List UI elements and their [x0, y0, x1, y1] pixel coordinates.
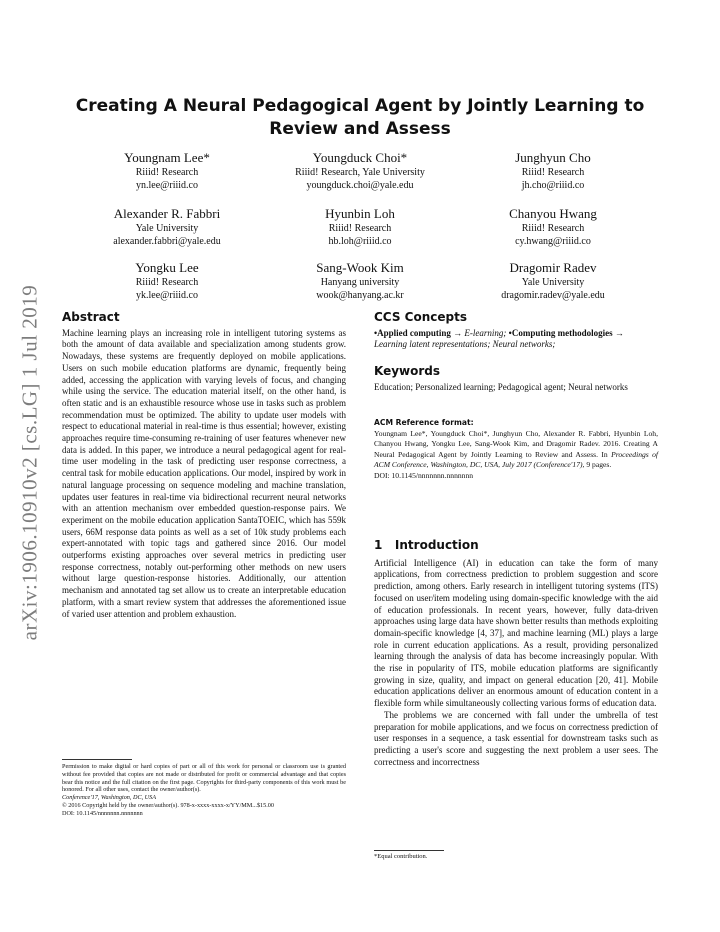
author-affiliation: Yale University: [135, 223, 199, 234]
author-affiliation: Riiid! Research, Yale University: [295, 167, 425, 178]
acm-reference: [374, 418, 658, 482]
acm-reference-authors: Youngnam Lee*, Youngduck Choi*, Junghyun Cho, Alexander R. Fabbri, Hyunbin Loh, Chanyou Hwang, Yongku Lee, Sang-Wook Kim, and Dragomir Radev. 2016. Creating A Neural Pedagogical Agent by Jointly Learning to Review and Assess. In: [374, 428, 658, 459]
permission-doi[interactable]: DOI: 10.1145/nnnnnnn.nnnnnnn: [62, 809, 143, 817]
ccs-text: [374, 328, 658, 351]
author-affiliation: Riiid! Research: [521, 167, 585, 178]
acm-reference-pages: 9 pages.: [586, 460, 612, 470]
author-email[interactable]: yn.lee@riiid.co: [136, 180, 198, 191]
copyright-line: © 2016 Copyright held by the owner/author(s). 978-x-xxxx-xxxx-x/YY/MM...$15.00: [62, 801, 274, 809]
arrow-icon: →: [453, 327, 463, 338]
section-number: 1: [374, 538, 383, 552]
author-block: [260, 206, 460, 248]
author-name: Youngduck Choi*: [312, 150, 408, 165]
footnote-divider: [62, 759, 132, 760]
author-affiliation: Riiid! Research: [135, 277, 199, 288]
ccs-item1-sub: E-learning;: [464, 327, 507, 338]
title-line-2: Review and Assess: [269, 119, 451, 139]
ccs-item1-main: •Applied computing: [374, 327, 451, 338]
permission-text: Permission to make digital or hard copies of part or all of this work for personal or classroom use is granted without fee provided that copies are not made or distributed for profit or commercial advantage and that copies bear this notice and the full citation on the first page. Copyrights for third-party components of this work must be honored. For all other uses, contact the owner/author(s).: [62, 763, 346, 794]
author-name: Dragomir Radev: [509, 260, 597, 275]
author-affiliation: Hanyang university: [320, 277, 400, 288]
author-block: [260, 150, 460, 192]
ccs-section: [374, 312, 658, 351]
permission-notice: [62, 763, 346, 818]
arrow-icon: →: [614, 327, 624, 338]
author-affiliation: Riiid! Research: [521, 223, 585, 234]
acm-reference-venue: Proceedings of ACM Conference, Washington, DC, USA, July 2017 (Conference'17),: [374, 449, 659, 470]
intro-paragraph-2: The problems we are concerned with fall under the umbrella of test preparation for mobile applications, and we focus on correctness prediction of user responses in a sequence, a task essential for downstream tasks such as predicting a user's score and suggesting the next problem a user sees. The correctness and incorrectness: [374, 709, 658, 767]
abstract-text: Machine learning plays an increasing role in intelligent tutoring systems as both the amount of data available and specialization among students grow. Nowadays, these systems are frequently deployed on mobile applications. Users on such mobile education platforms are dynamic, frequently being added, accessing the application with varying levels of focus, and changing while using the service. The education material itself, on the other hand, is often static and is an exhaustible resource whose use in tasks such as problem recommendation must be optimized. The ability to update user models with respect to educational material in real-time is thus essential; however, existing approaches require time-consuming re-training of user features whenever new data is added. In this paper, we introduce a neural pedagogical agent for real-time user modeling in the task of predicting user response correctness, a central task for mobile education applications. Our model, inspired by work in natural language processing on sequence modeling and machine translation, updates user features in real-time via bidirectional recurrent neural networks with an attention mechanism over embedded question-response pairs. We experiment on the mobile education application SantaTOEIC, which has 559k users, 66M response data points as well as a set of 10k study problems each expert-annotated with topic tags and gathered since 2016. Our model outperforms existing approaches over several metrics in predicting user response correctness, notably out-performing other methods on new users without large question-response histories. Additionally, our attention mechanism and annotated tag set allow us to create an interpretable education platform, with a smart review system that addresses the aforementioned issue of varied user attention and problem exhaustion.: [62, 327, 346, 619]
ccs-item2-main: •Computing methodologies: [508, 327, 613, 338]
author-affiliation: Riiid! Research: [135, 167, 199, 178]
author-block: [453, 206, 653, 248]
author-block: [453, 260, 653, 302]
arxiv-id: arXiv:1906.10910v2 [cs.LG] 1 Jul 2019: [17, 284, 42, 640]
author-email[interactable]: yk.lee@riiid.co: [136, 290, 198, 301]
author-name: Hyunbin Loh: [325, 206, 395, 221]
ccs-heading: CCS Concepts: [374, 310, 467, 324]
section-title: Introduction: [394, 538, 479, 552]
ccs-item2-sub: Learning latent representations; Neural networks;: [374, 339, 556, 350]
title-line-1: Creating A Neural Pedagogical Agent by Jointly Learning to: [75, 96, 645, 116]
keywords-heading: Keywords: [374, 364, 441, 378]
author-block: [67, 206, 267, 248]
equal-contribution-note: *Equal contribution.: [374, 853, 428, 860]
author-affiliation: Riiid! Research: [328, 223, 392, 234]
intro-paragraph-1: Artificial Intelligence (AI) in education can take the form of many applications, from correctness prediction to problem suggestion and score prediction, among others. Early research in intelligent tutoring systems (ITS) focused on user/item modeling using domain-specific knowledge with the aid of education professionals. In recent years, however, fully data-driven approaches using large data have shown better results than methods exploiting domain-specific knowledge [4, 37], and machine learning (ML) plays a large role in current education applications. As a result, providing personalized learning through the analysis of data has become increasingly popular. With the rise in popularity of ITS, mobile education platforms are significantly growing in size, quality, and impact on general education [20, 41]. Mobile education applications deliver an enormous amount of education content in a flexible form while simultaneously collecting various forms of education data.: [374, 557, 658, 709]
author-name: Junghyun Cho: [515, 150, 591, 165]
acm-reference-heading: ACM Reference format:: [374, 418, 474, 427]
author-name: Youngnam Lee*: [124, 150, 210, 165]
paper-title: [60, 95, 660, 141]
keywords-text: Education; Personalized learning; Pedagogical agent; Neural networks: [374, 381, 628, 392]
abstract-section: [62, 312, 346, 620]
author-email[interactable]: hb.loh@riiid.co: [328, 236, 392, 247]
author-name: Alexander R. Fabbri: [113, 206, 221, 221]
arxiv-stamp: [8, 262, 52, 662]
introduction-heading: [374, 540, 658, 552]
abstract-heading: Abstract: [62, 310, 120, 324]
author-email[interactable]: wook@hanyang.ac.kr: [316, 290, 404, 301]
conference-info: Conference'17, Washington, DC, USA: [62, 794, 157, 802]
acm-reference-doi[interactable]: DOI: 10.1145/nnnnnnn.nnnnnnn: [374, 470, 474, 480]
author-email[interactable]: alexander.fabbri@yale.edu: [113, 236, 221, 247]
author-block: [67, 150, 267, 192]
author-name: Yongku Lee: [135, 260, 199, 275]
author-email[interactable]: dragomir.radev@yale.edu: [501, 290, 605, 301]
footnote-divider: [374, 850, 444, 851]
author-email[interactable]: cy.hwang@riiid.co: [515, 236, 591, 247]
author-affiliation: Yale University: [521, 277, 585, 288]
author-name: Chanyou Hwang: [509, 206, 597, 221]
introduction-section: [374, 540, 658, 768]
author-email[interactable]: youngduck.choi@yale.edu: [306, 180, 414, 191]
author-block: [453, 150, 653, 192]
author-block: [67, 260, 267, 302]
acm-reference-text: [374, 429, 658, 471]
author-block: [260, 260, 460, 302]
keywords-section: [374, 366, 658, 393]
author-email[interactable]: jh.cho@riiid.co: [521, 180, 585, 191]
author-name: Sang-Wook Kim: [316, 260, 404, 275]
